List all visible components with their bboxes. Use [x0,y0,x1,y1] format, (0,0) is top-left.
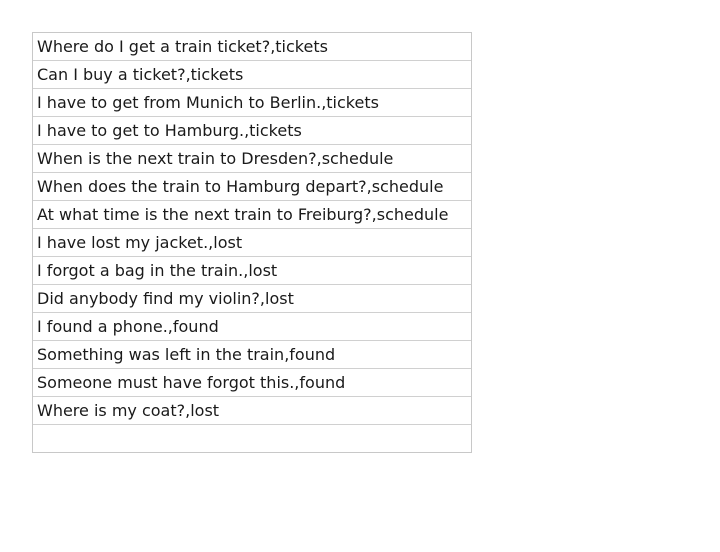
table-row[interactable]: When does the train to Hamburg depart?,schedule [33,173,471,201]
empty-table-row[interactable] [33,425,471,453]
table-row[interactable]: Something was left in the train,found [33,341,471,369]
table-row[interactable]: I found a phone.,found [33,313,471,341]
table-row[interactable]: I have to get to Hamburg.,tickets [33,117,471,145]
table-row[interactable]: I forgot a bag in the train.,lost [33,257,471,285]
table-row[interactable]: Someone must have forgot this.,found [33,369,471,397]
table-row[interactable]: Did anybody find my violin?,lost [33,285,471,313]
table-row[interactable]: When is the next train to Dresden?,schedule [33,145,471,173]
table-row[interactable]: Can I buy a ticket?,tickets [33,61,471,89]
table-row[interactable]: I have lost my jacket.,lost [33,229,471,257]
table-row[interactable]: I have to get from Munich to Berlin.,tickets [33,89,471,117]
table-row[interactable]: Where do I get a train ticket?,tickets [33,33,471,61]
data-table [32,32,472,453]
table-row[interactable]: Where is my coat?,lost [33,397,471,425]
table-row[interactable]: At what time is the next train to Freiburg?,schedule [33,201,471,229]
